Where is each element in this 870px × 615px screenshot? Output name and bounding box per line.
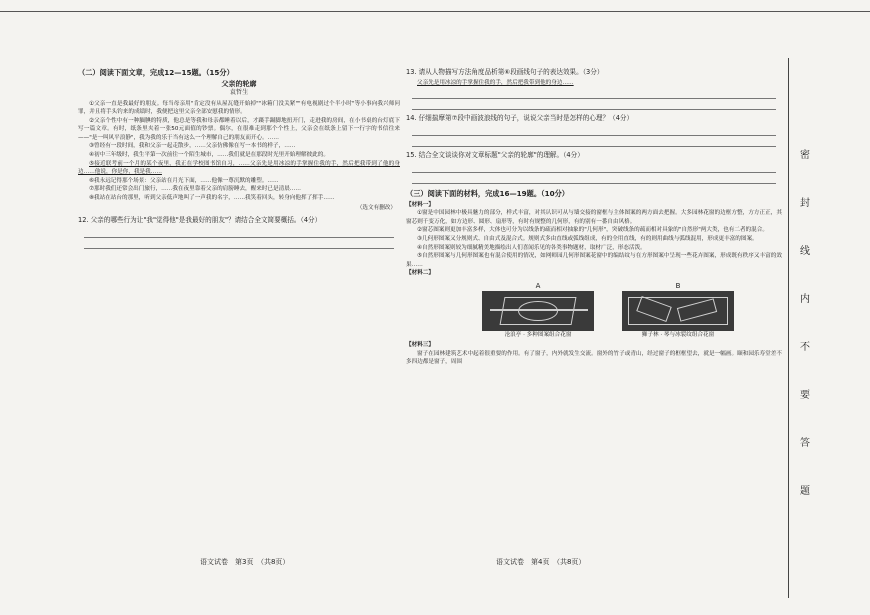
source-note: （选文有删改） xyxy=(356,204,396,211)
seal-char: 封 xyxy=(800,198,810,209)
section-header-2: （二）阅读下面文章，完成12—15题。（15分） xyxy=(78,68,234,77)
answer-line[interactable] xyxy=(84,227,394,238)
material-3-text: 窗子在园林建筑艺术中起着很重要的作用。有了窗子，内外就发生交流。窗外的竹子或青山，经过窗子的框框望去，就是一幅画。颐和园乐寿堂差不多四边都是窗子，周围 xyxy=(406,350,782,366)
answer-line[interactable] xyxy=(412,88,776,99)
figure-a xyxy=(482,282,594,339)
page-footer-right: 语文试卷 第4页 （共8页） xyxy=(496,558,586,566)
figure-letter: B xyxy=(675,281,681,290)
paragraph-1: ①父亲一直是我最好的朋友。每当母亲用"肯定没有从屋瓦缝开始掉""冰箱门没关紧""有电视剧过个半小时"等小事向我兴师问罪，并且将手头钓来的成绩时，我便把这里父亲全部安慰我的情形。 xyxy=(78,100,400,116)
page-footer-left: 语文试卷 第3页 （共8页） xyxy=(200,558,290,566)
question-12: 12. 父亲的哪些行为让"我"觉得他"是我最好的朋友"？请结合全文简要概括。（4分） xyxy=(78,216,322,225)
left-column xyxy=(78,68,400,568)
material-1-paragraph: ③几何形图案又分规则式、自由式及混合式。规则式多由直线或弧线组成，有的全用直线，有的则用曲线与弧线混用，形成更丰富的图案。 xyxy=(417,235,758,242)
seal-char: 答 xyxy=(800,438,810,449)
seal-char: 线 xyxy=(800,246,810,257)
article-title: 父亲的轮廓 xyxy=(221,80,257,88)
material-2-label: 【材料二】 xyxy=(406,270,434,277)
seal-line xyxy=(788,58,789,598)
seal-char: 内 xyxy=(800,294,810,305)
answer-line[interactable] xyxy=(412,125,776,136)
section-header-3: （三）阅读下面的材料，完成16—19题。（10分） xyxy=(406,188,569,198)
figure-caption: 狮子林 · 琴与冰裂纹组合花窗 xyxy=(641,331,715,338)
figure-caption: 沧浪亭 · 多种图案组合花窗 xyxy=(504,331,572,338)
seal-char: 密 xyxy=(800,150,810,161)
paragraph-2: ②父亲个性中有一种腼腆的特质，他总是等我和母亲都睡着以后，才蹑手蹑脚地扭开门，走进我的房间，在小书桌的台灯底下写一篇文章。有时，纸条里夹着一张50元面值的钞票。偶尔，在很难走到那个个性上，父亲会在纸条上留下一行字的书信往来——"是一叫风平浪静"，我为我的乐于当有这么一个理解自己的朋友而开心。…… xyxy=(78,117,400,141)
lattice-window-photo xyxy=(622,291,734,331)
paragraph-5: ⑤接近联考前一个月的某个夜里，我正在学校图书馆自习，……父亲先是用冰凉的手掌握住我的手，然后把我带到了他的身边……他说，你是你，我是我…… xyxy=(78,160,400,176)
answer-line[interactable] xyxy=(412,99,776,110)
article-author: 袁哲生 xyxy=(229,89,249,96)
paragraph-4: ④初中三年级时，我生平第一次前往一个陌生城市，……我们就是在那段时光里开始理解彼此的。 xyxy=(89,152,329,159)
answer-line[interactable] xyxy=(412,162,776,173)
material-1-paragraph: ②窗芯图案则更加丰富多样，大体也可分为以线条的疏而相对抽象的"几何形"，突破线条的疏而相对具象的"自然形"两大类，也有二者的混合。 xyxy=(417,227,768,234)
paragraph-7: ⑦那时我们还常会出门旅行，……我在夜里靠着父亲的肩膀睡去，醒来时已是清晨…… xyxy=(89,186,301,193)
answer-line[interactable] xyxy=(412,173,776,184)
question-13-quote: 父亲先是用冰凉的手掌握住我的手，然后把我带到他的身边…… xyxy=(417,80,574,86)
question-14: 14. 仔细揣摩第⑦段中画波浪线的句子，说说父亲当时是怎样的心理？（4分） xyxy=(406,113,634,122)
material-3-label: 【材料三】 xyxy=(406,341,434,348)
window-figures xyxy=(482,282,782,339)
material-1-paragraph: ①窗是中国园林中极具魅力的部分，样式丰富，对其认识可从与墙交接的窗框与主体图案的两方面去把握。大多园林花窗的边框方整，方方正正，其窗芯则千变万化，如方边形、圆形、扇形等，有时有规整的几何形，有的别有一番自由风格。 xyxy=(406,210,782,225)
seal-notice xyxy=(798,150,812,498)
figure-letter: A xyxy=(535,281,541,290)
material-1-label: 【材料一】 xyxy=(406,201,434,208)
figure-b xyxy=(622,282,734,339)
lattice-window-photo xyxy=(482,291,594,331)
paragraph-8: ⑧我站在站台的那里，听到父亲低声地叫了一声我的名字，……我笑着回头，转身向他挥了挥手…… xyxy=(89,195,335,202)
question-15: 15. 结合全文谈谈你对文章标题"父亲的轮廓"的理解。（4分） xyxy=(406,150,584,159)
paragraph-6: ⑥我永远记得那个场景：父亲站在月光下面，……他像一尊沉默的雕塑。…… xyxy=(89,177,279,184)
material-1-paragraph: ⑤自然形图案与几何形图案也有混合使用的情况，如网师园几何形图案花窗中的编结纹与在方形图案中呈现一些花卉图案，形成既有秩序又丰富的效果…… xyxy=(406,253,782,268)
material-1-paragraph: ④自然形图案则较为细腻精美地描绘出人们喜闻乐见的各类事物题材，取材广泛，形态活泼。 xyxy=(417,244,646,251)
answer-line[interactable] xyxy=(412,136,776,147)
answer-line[interactable] xyxy=(84,238,394,249)
top-border-line xyxy=(0,11,870,12)
seal-char: 题 xyxy=(800,486,810,497)
right-column xyxy=(406,68,782,568)
paragraph-3: ③曾经有一段时间，我和父亲一起走散步，……父亲仿佛像在写一本书的样子，…… xyxy=(89,143,296,150)
seal-char: 不 xyxy=(800,342,810,353)
seal-char: 要 xyxy=(800,390,810,401)
question-13: 13. 请从人物描写方法角度品析第⑥段画线句子的表达效果。（3分） xyxy=(406,68,604,76)
